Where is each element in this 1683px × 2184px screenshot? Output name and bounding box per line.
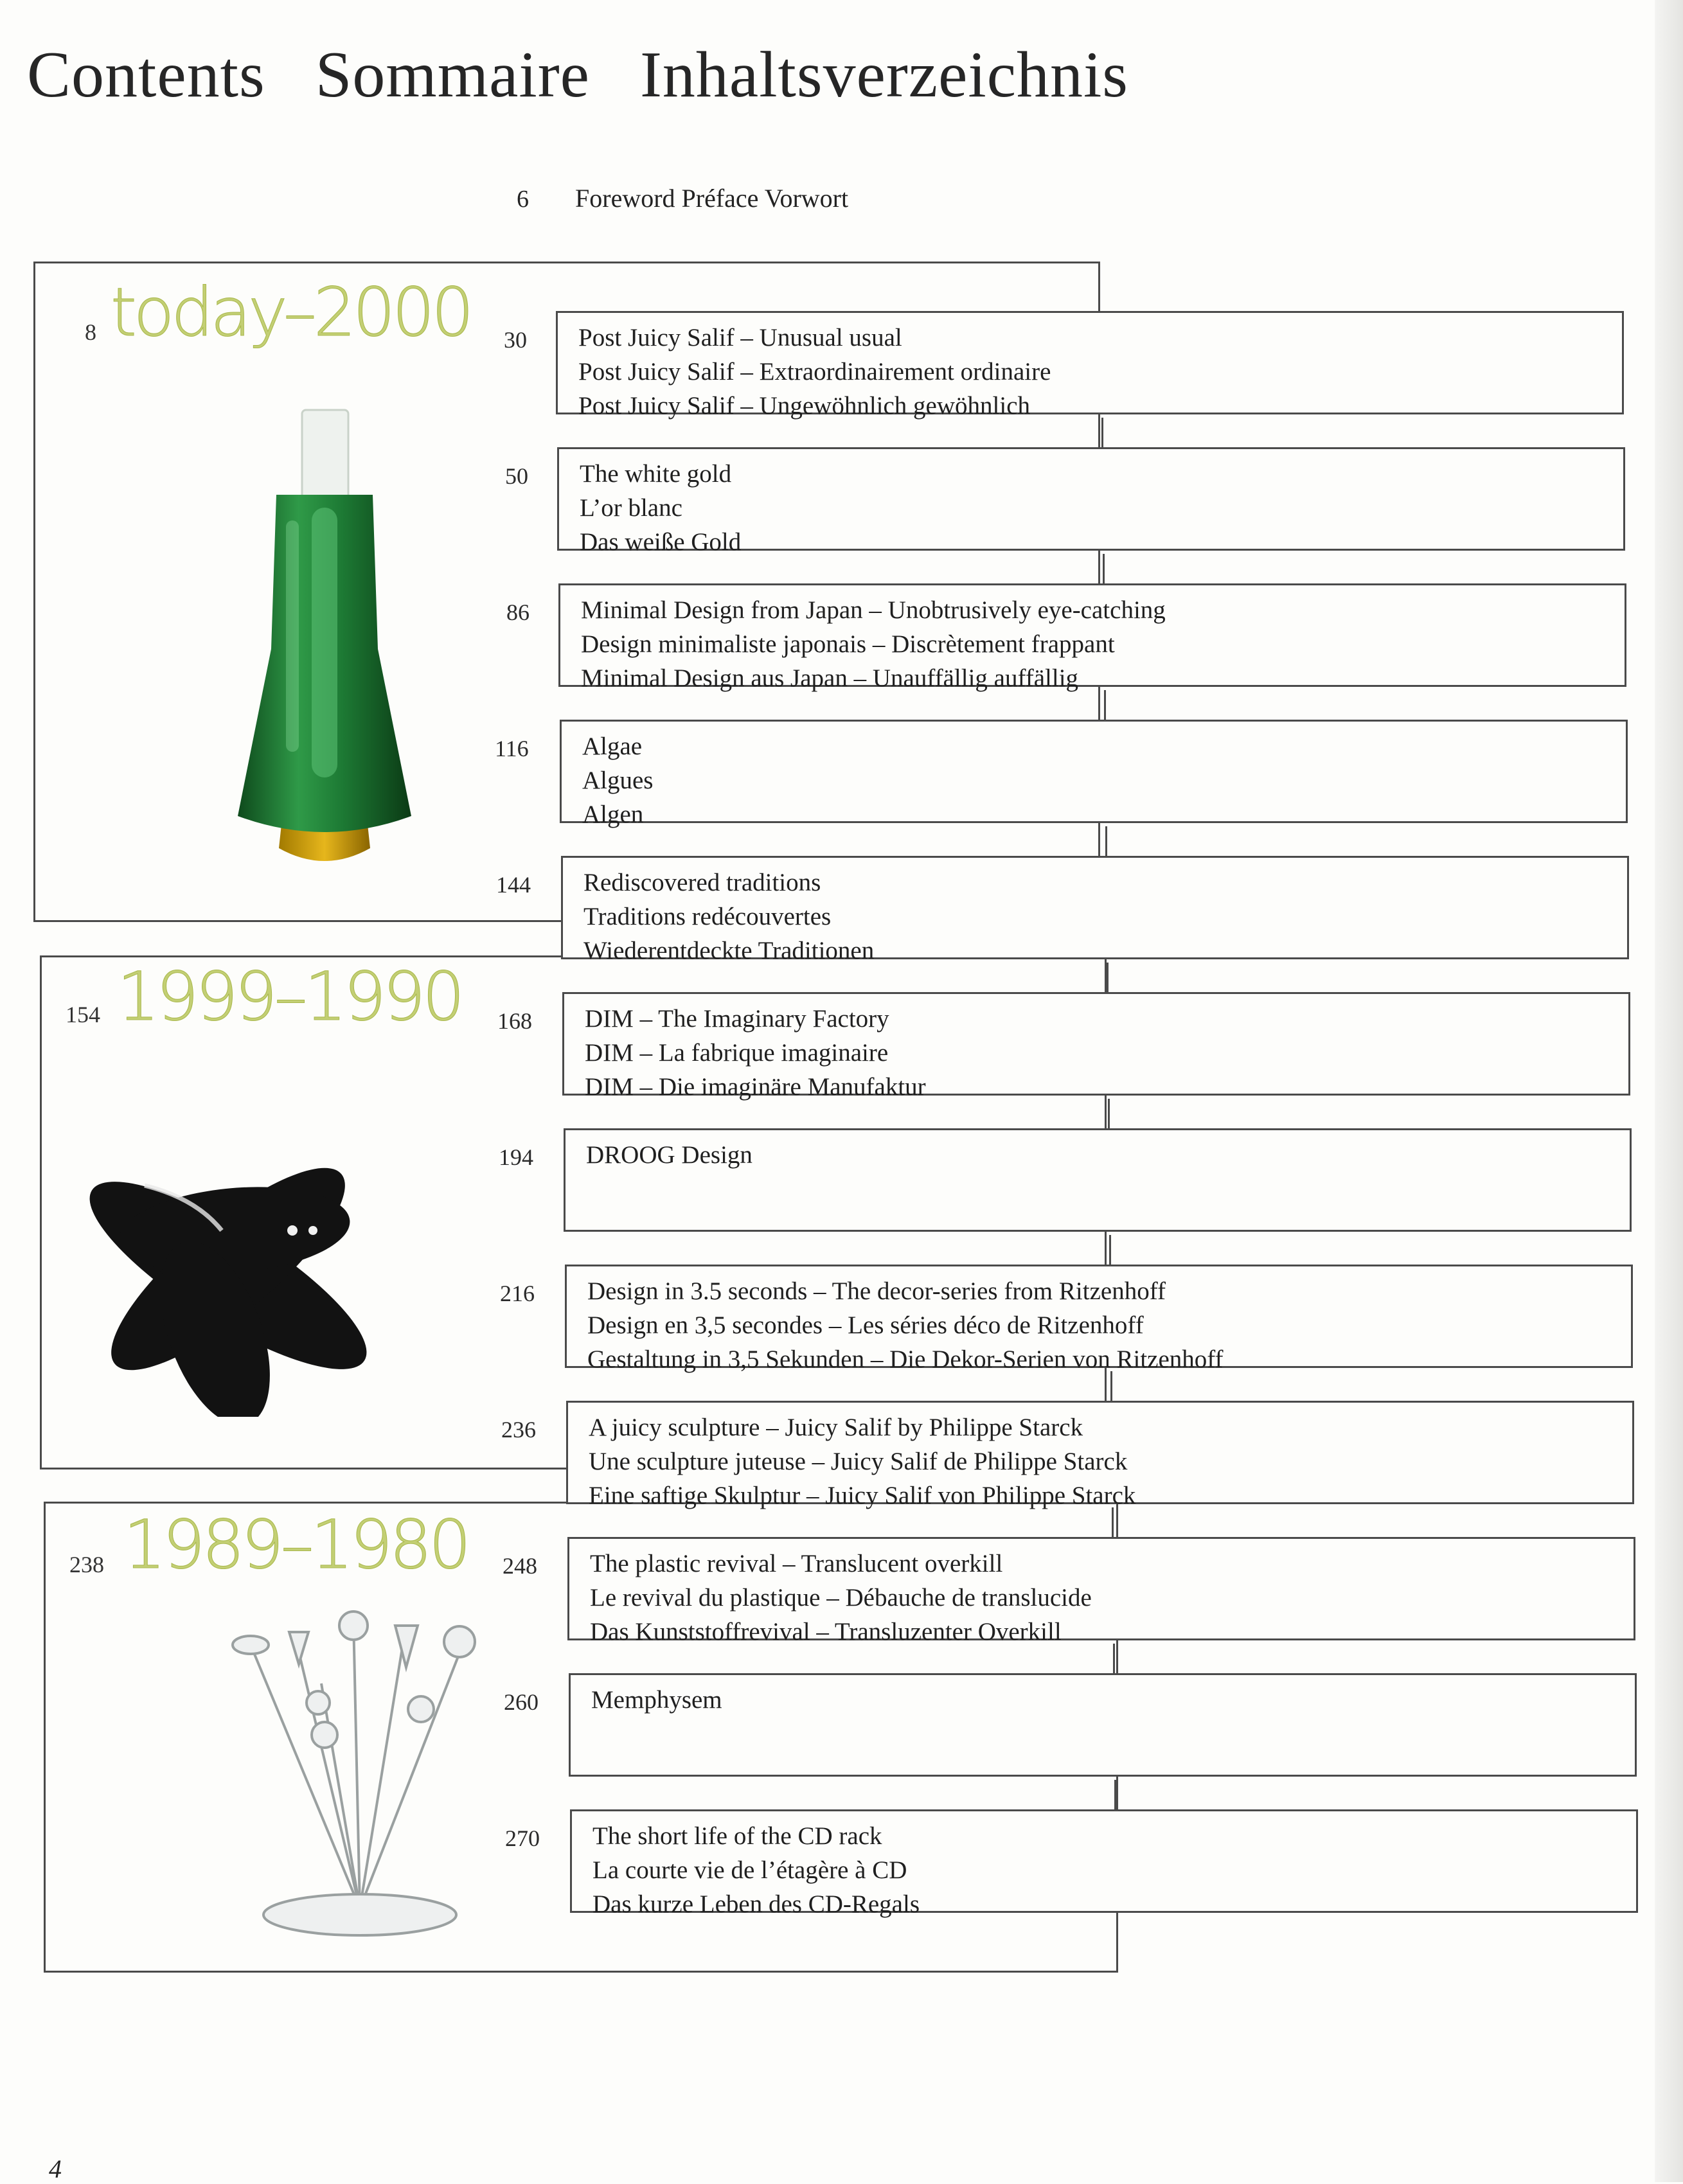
entry-page-number: 50 (505, 463, 528, 489)
period-start-page: 154 (66, 1002, 100, 1027)
toc-entry[interactable] (569, 1673, 1637, 1777)
entry-title-en: DIM – The Imaginary Factory (585, 1005, 889, 1033)
entry-title-fr: Algues (582, 767, 654, 794)
entry-page-number: 260 (504, 1689, 539, 1715)
entry-title-en: The plastic revival – Translucent overkill (590, 1550, 1003, 1577)
entry-title-de: Post Juicy Salif – Ungewöhnlich gewöhnlich (578, 392, 1031, 420)
glass-stirrers-stand-illustration (212, 1606, 508, 1940)
entry-title-en: Algae (582, 732, 643, 760)
toc-entry[interactable] (556, 311, 1624, 420)
period-start-page: 8 (85, 319, 96, 345)
toc-entry[interactable] (558, 583, 1626, 692)
entry-title-de: DIM – Die imaginäre Manufaktur (585, 1073, 926, 1101)
period-label[interactable]: today–2000 (111, 273, 471, 351)
entry-title-fr: Design en 3,5 secondes – Les séries déco de Ritzenhoff (587, 1311, 1144, 1339)
title-french: Sommaire (315, 39, 590, 111)
toc-entry[interactable] (564, 1128, 1632, 1232)
foreword-link[interactable]: Foreword Préface Vorwort (575, 184, 849, 213)
green-glass-carafe-illustration (218, 405, 431, 880)
entry-title-de: Algen (582, 801, 644, 828)
entry-title-fr: Traditions redécouvertes (583, 903, 832, 930)
title-english: Contents (27, 39, 265, 111)
entry-page-number: 216 (500, 1281, 535, 1306)
entry-page-number: 194 (499, 1144, 533, 1170)
entry-title-fr: Design minimaliste japonais – Discrètement frappant (581, 630, 1115, 658)
entry-title-fr: La courte vie de l’étagère à CD (592, 1856, 907, 1884)
entry-page-number: 86 (506, 599, 530, 625)
entry-title-fr: Une sculpture juteuse – Juicy Salif de Philippe Starck (589, 1448, 1128, 1475)
entry-title-fr: DIM – La fabrique imaginaire (585, 1039, 889, 1067)
entry-title-en: The white gold (580, 460, 732, 488)
entry-title-en: Memphysem (591, 1686, 722, 1714)
period-label[interactable]: 1999–1990 (117, 957, 462, 1036)
toc-entry[interactable] (562, 992, 1630, 1101)
entry-title-en: Design in 3.5 seconds – The decor-series from Ritzenhoff (587, 1277, 1166, 1305)
page-title (27, 37, 1128, 112)
entry-title-de: Minimal Design aus Japan – Unauffällig auffällig (581, 664, 1079, 692)
toc-entry[interactable] (557, 447, 1625, 556)
period-start-page: 238 (69, 1552, 104, 1577)
entry-title-en: Post Juicy Salif – Unusual usual (578, 324, 902, 351)
entry-title-de: Eine saftige Skulptur – Juicy Salif von Philippe Starck (589, 1482, 1136, 1509)
toc-entry[interactable] (560, 720, 1628, 828)
page-folio: 4 (49, 2154, 62, 2183)
entry-title-en: A juicy sculpture – Juicy Salif by Philippe Starck (589, 1414, 1083, 1441)
entry-title-en: Minimal Design from Japan – Unobtrusively eye-catching (581, 596, 1166, 624)
entry-page-number: 236 (501, 1417, 536, 1443)
page-gutter-shadow (1655, 0, 1683, 2182)
entry-title-en: Rediscovered traditions (583, 869, 821, 896)
period-label[interactable]: 1989–1980 (123, 1505, 468, 1584)
toc-entry[interactable] (567, 1537, 1635, 1646)
toc-entry[interactable] (566, 1401, 1634, 1509)
entry-page-number: 248 (503, 1553, 537, 1579)
entry-title-fr: Le revival du plastique – Débauche de translucide (590, 1584, 1092, 1611)
entry-title-fr: Post Juicy Salif – Extraordinairement ordinaire (578, 358, 1051, 386)
foreword-page-number: 6 (517, 186, 529, 213)
entry-title-de: Wiederentdeckte Traditionen (583, 937, 875, 964)
entry-title-de: Das kurze Leben des CD-Regals (592, 1890, 920, 1918)
entry-title-en: The short life of the CD rack (592, 1822, 882, 1850)
entry-page-number: 30 (504, 327, 527, 353)
black-knot-sculpture-illustration (61, 1128, 395, 1417)
toc-entry[interactable] (570, 1809, 1638, 1918)
toc-entry[interactable] (561, 856, 1629, 964)
entry-title-en: DROOG Design (586, 1141, 752, 1169)
entry-title-de: Das weiße Gold (580, 528, 742, 556)
title-german: Inhaltsverzeichnis (639, 39, 1128, 111)
entry-page-number: 144 (496, 872, 531, 898)
entry-page-number: 270 (505, 1825, 540, 1851)
entry-title-de: Das Kunststoffrevival – Transluzenter Overkill (590, 1618, 1062, 1646)
entry-page-number: 116 (495, 736, 529, 761)
entry-page-number: 168 (497, 1008, 532, 1034)
toc-entry[interactable] (565, 1265, 1633, 1373)
entry-title-fr: L’or blanc (580, 494, 682, 522)
entry-title-de: Gestaltung in 3,5 Sekunden – Die Dekor-Serien von Ritzenhoff (587, 1345, 1224, 1373)
